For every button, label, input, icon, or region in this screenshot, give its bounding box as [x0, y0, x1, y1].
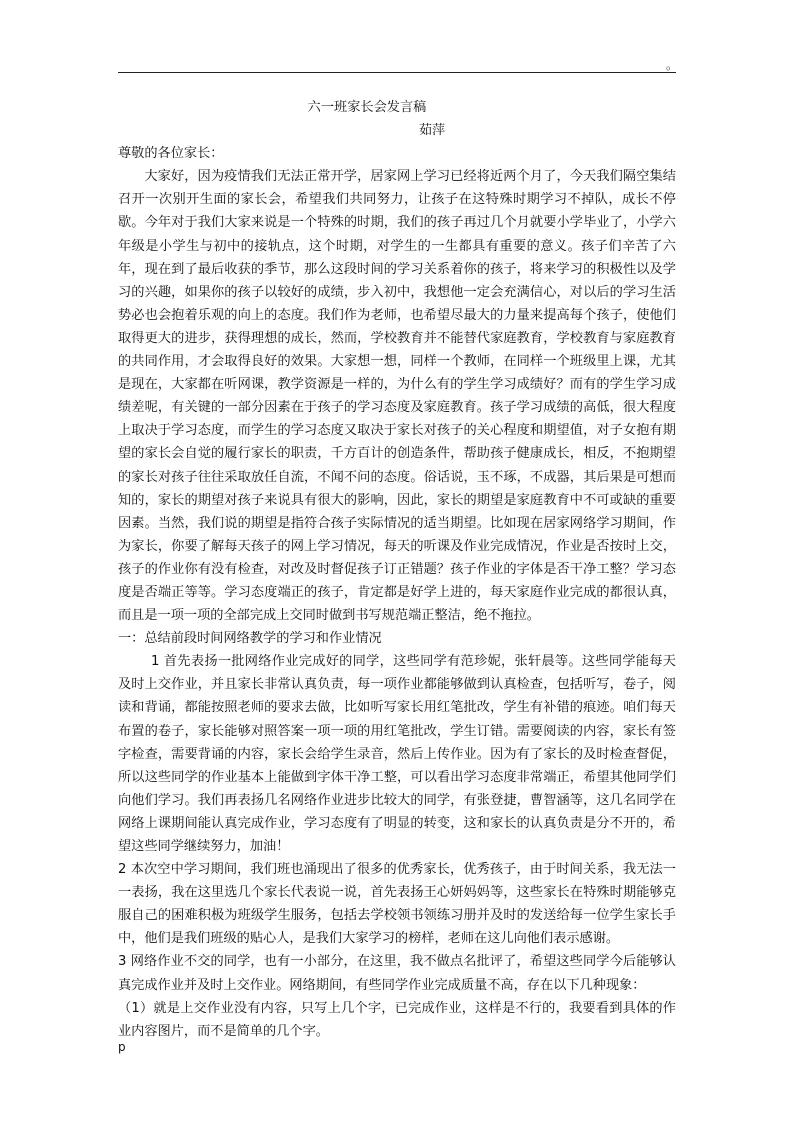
- header-mark: 。: [666, 58, 679, 72]
- salutation: 尊敬的各位家长：: [118, 146, 224, 162]
- footer-mark: p: [118, 1040, 126, 1054]
- header-rule: [118, 72, 676, 73]
- document-body: [118, 92, 676, 1043]
- section1-heading: 一：总结前段时间网络教学的学习和作业情况: [118, 631, 382, 647]
- document-author: 茹萍: [418, 123, 446, 139]
- item3-sub1-paragraph: （1）就是上交作业没有内容，只写上几个字，已完成作业，这样是不行的，我要看到具体的作业内容图片，而不是简单的几个字。: [118, 1000, 676, 1039]
- item3-paragraph: 3 网络作业不交的同学，也有一小部分，在这里，我不做点名批评了，希望这些同学今后能够认真完成作业并及时上交作业。网络期间，有些同学作业完成质量不高，存在以下几种现象：: [118, 954, 676, 993]
- document-title: 六一班家长会发言稿: [307, 100, 427, 115]
- item2-paragraph: 2 本次空中学习期间，我们班也涌现出了很多的优秀家长，优秀孩子，由于时间关系，我无法一一表扬，我在这里选几个家长代表说一说，首先表扬王心妍妈妈等，这些家长在特殊时期能够克服自己的困难积极为班级学生服务，包括去学校领书领练习册并及时的发送给每一位学生家长手中，他们是我们班级的贴心人，是我们大家学习的榜样，老师在这儿向他们表示感谢。: [118, 862, 676, 947]
- intro-paragraph: 大家好，因为疫情我们无法正常开学，居家网上学习已经将近两个月了，今天我们隔空集结召开一次别开生面的家长会，希望我们共同努力，让孩子在这特殊时期学习不掉队，成长不停歇。今年对于我们大家来说是一个特殊的时期，我们的孩子再过几个月就要小学毕业了，小学六年级是小学生与初中的接轨点，这个时期，对学生的一生都具有重要的意义。孩子们辛苦了六年，现在到了最后收获的季节，那么这段时间的学习关系着你的孩子，将来学习的积极性以及学习的兴趣，如果你的孩子以较好的成绩，步入初中，我想他一定会充满信心，对以后的学习生活势必也会抱着乐观的向上的态度。我们作为老师，也希望尽最大的力量来提高每个孩子，使他们取得更大的进步，获得理想的成长，然而，学校教育并不能替代家庭教育，学校教育与家庭教育的共同作用，才会取得良好的效果。大家想一想，同样一个教师，在同样一个班级里上课，尤其是现在，大家都在听网课，教学资源是一样的，为什么有的学生学习成绩好？而有的学生学习成绩差呢，有关键的一部分因素在于孩子的学习态度及家庭教育。孩子学习成绩的高低，很大程度上取决于学习态度，而学生的学习态度又取决于家长对孩子的关心程度和期望值，对子女抱有期望的家长会自觉的履行家长的职责，千方百计的创造条件，帮助孩子健康成长，相反，不抱期望的家长对孩子往往采取放任自流，不闻不问的态度。俗话说，玉不琢，不成器，其后果是可想而知的，家长的期望对孩子来说具有很大的影响，因此，家长的期望是家庭教育中不可或缺的重要因素。当然，我们说的期望是指符合孩子实际情况的适当期望。比如现在居家网络学习期间，作为家长，你要了解每天孩子的网上学习情况，每天的听课及作业完成情况，作业是否按时上交，孩子的作业你有没有检查，对改及时督促孩子订正错题？孩子作业的字体是否干净工整？学习态度是否端正等等。学习态度端正的孩子，肯定都是好学上进的，每天家庭作业完成的都很认真，而且是一项一项的全部完成上交同时做到书写规范端正整洁，绝不拖拉。: [118, 169, 676, 624]
- item1-paragraph: 1 首先表扬一批网络作业完成好的同学，这些同学有范珍妮，张轩晨等。这些同学能每天及时上交作业，并且家长非常认真负责，每一项作业都能够做到认真检查，包括听写，卷子，阅读和背诵，都能按照老师的要求去做，比如听写家长用红笔批改，学生有补错的痕迹。咱们每天布置的卷子，家长能够对照答案一项一项的用红笔批改，学生订错。需要阅读的内容，家长有签字检查，需要背诵的内容，家长会给学生录音，然后上传作业。因为有了家长的及时检查督促，所以这些同学的作业基本上能做到字体干净工整，可以看出学习态度非常端正，希望其他同学们向他们学习。我们再表扬几名网络作业进步比较大的同学，有张登捷，曹智涵等，这几名同学在网络上课期间能认真完成作业，学习态度有了明显的转变，这和家长的认真负责是分不开的，希望这些同学继续努力，加油！: [118, 654, 676, 854]
